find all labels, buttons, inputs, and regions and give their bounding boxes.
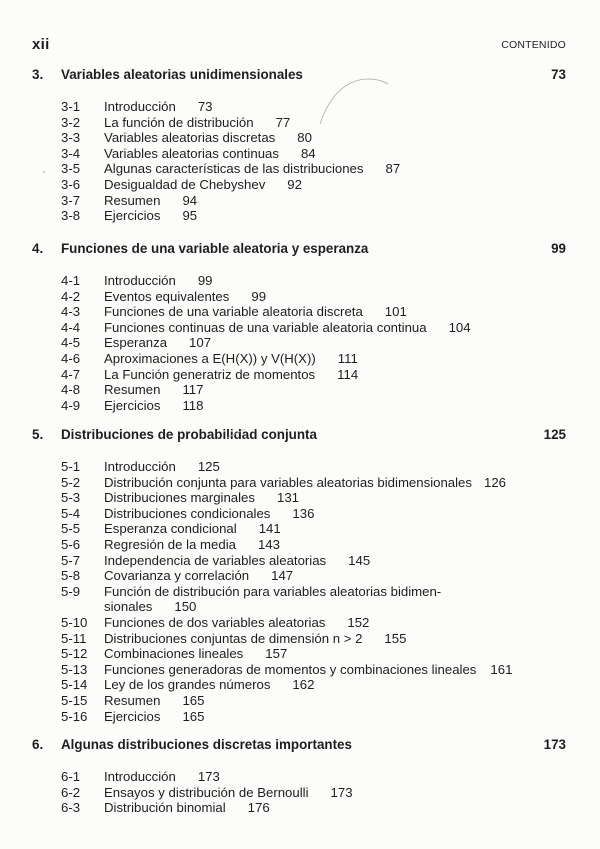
section-list bbox=[61, 769, 581, 816]
section-page: 152 bbox=[347, 614, 370, 630]
section-title: Funciones de dos variables aleatorias bbox=[104, 614, 326, 630]
section-item bbox=[61, 146, 581, 162]
section-list bbox=[61, 99, 581, 224]
section-number: 3-3 bbox=[61, 130, 81, 146]
section-number: 3-8 bbox=[61, 208, 81, 224]
section-title: Ejercicios bbox=[104, 708, 161, 724]
section-page: 147 bbox=[271, 568, 294, 584]
chapter-number: 4. bbox=[32, 241, 44, 256]
section-page: 99 bbox=[251, 288, 267, 304]
section-page: 155 bbox=[384, 630, 407, 646]
section-number: 3-4 bbox=[61, 145, 81, 161]
section-title: Resumen bbox=[104, 382, 161, 398]
section-title: Funciones generadoras de momentos y combinaciones lineales bbox=[104, 661, 477, 677]
running-title: CONTENIDO bbox=[501, 39, 566, 51]
section-number: 4-4 bbox=[61, 319, 81, 335]
section-number: 4-2 bbox=[61, 288, 81, 304]
section-number: 5-15 bbox=[61, 692, 88, 708]
section-page: 145 bbox=[348, 552, 371, 568]
chapter-title: Variables aleatorias unidimensionales bbox=[61, 67, 303, 82]
section-page: 104 bbox=[448, 319, 471, 335]
section-title: Introducción bbox=[104, 459, 176, 474]
section-number: 5-13 bbox=[61, 661, 88, 677]
section-title: Ley de los grandes números bbox=[104, 677, 271, 693]
section-number: 5-10 bbox=[61, 614, 88, 630]
section-title: Funciones de una variable aleatoria discreta bbox=[104, 304, 363, 320]
section-item bbox=[61, 785, 581, 801]
chapter-number: 6. bbox=[32, 737, 44, 752]
section-item bbox=[61, 177, 581, 193]
section-number: 5-12 bbox=[61, 646, 88, 662]
section-item bbox=[61, 584, 581, 615]
section-item bbox=[61, 398, 581, 414]
section-number: 5-6 bbox=[61, 536, 81, 552]
section-page: 101 bbox=[384, 304, 407, 320]
section-page: 114 bbox=[337, 366, 359, 382]
section-title: Distribución binomial bbox=[104, 800, 226, 816]
section-title: La Función generatriz de momentos bbox=[104, 366, 316, 382]
section-item bbox=[61, 208, 581, 224]
section-number: 4-6 bbox=[61, 350, 81, 366]
section-title: Distribuciones marginales bbox=[104, 490, 255, 506]
section-item bbox=[61, 115, 581, 131]
section-number: 3-5 bbox=[61, 161, 81, 177]
section-list bbox=[61, 273, 581, 413]
section-number: 5-2 bbox=[61, 474, 81, 490]
section-item bbox=[61, 382, 581, 398]
chapter-heading bbox=[32, 736, 566, 754]
section-list bbox=[61, 459, 581, 724]
section-page: 136 bbox=[292, 505, 315, 521]
chapter-title: Algunas distribuciones discretas importantes bbox=[61, 737, 352, 752]
section-item bbox=[61, 693, 581, 709]
section-number: 6-1 bbox=[61, 769, 81, 784]
section-title: Distribuciones conjuntas de dimensión n > 2 bbox=[104, 630, 363, 646]
section-number: 6-2 bbox=[61, 784, 81, 800]
section-page: 165 bbox=[182, 708, 205, 724]
section-number: 3-1 bbox=[61, 99, 81, 114]
section-page: 176 bbox=[247, 800, 270, 816]
section-title: Variables aleatorias discretas bbox=[104, 130, 276, 146]
section-number: 3-6 bbox=[61, 176, 81, 192]
section-page: 95 bbox=[182, 208, 198, 224]
section-page: 143 bbox=[257, 536, 280, 552]
section-item bbox=[61, 537, 581, 553]
section-number: 5-3 bbox=[61, 490, 81, 506]
chapter-title: Funciones de una variable aleatoria y esperanza bbox=[61, 241, 369, 256]
section-title: Combinaciones lineales bbox=[104, 646, 244, 662]
section-title: Introducción bbox=[104, 273, 176, 288]
section-title: Introducción bbox=[104, 99, 176, 114]
section-item bbox=[61, 568, 581, 584]
section-number: 4-3 bbox=[61, 304, 81, 320]
section-item bbox=[61, 304, 581, 320]
section-number: 5-9 bbox=[61, 583, 81, 599]
chapter-heading bbox=[32, 66, 566, 84]
section-title: Resumen bbox=[104, 692, 161, 708]
section-title: Aproximaciones a E(H(X)) y V(H(X)) bbox=[104, 350, 316, 366]
section-title: Resumen bbox=[104, 192, 161, 208]
section-item bbox=[61, 631, 581, 647]
section-number: 6-3 bbox=[61, 800, 81, 816]
section-number: 5-11 bbox=[61, 630, 87, 646]
section-item bbox=[61, 800, 581, 816]
section-number: 3-2 bbox=[61, 114, 81, 130]
section-number: 5-4 bbox=[61, 505, 81, 521]
chapter-page: 73 bbox=[551, 67, 566, 82]
section-number: 4-1 bbox=[61, 273, 81, 288]
section-item bbox=[61, 367, 581, 383]
section-item bbox=[61, 646, 581, 662]
section-title: Distribución conjunta para variables aleatorias bidimensionales bbox=[104, 474, 472, 490]
section-item bbox=[61, 506, 581, 522]
section-page: 131 bbox=[277, 490, 300, 506]
chapter-number: 5. bbox=[32, 427, 44, 442]
section-item bbox=[61, 335, 581, 351]
section-page: 99 bbox=[197, 273, 213, 288]
section-item bbox=[61, 475, 581, 491]
section-page: 173 bbox=[330, 784, 353, 800]
section-item bbox=[61, 709, 581, 725]
chapter-page: 125 bbox=[543, 427, 566, 442]
section-item bbox=[61, 320, 581, 336]
section-page: 107 bbox=[189, 335, 212, 351]
section-item bbox=[61, 615, 581, 631]
section-page: 111 bbox=[337, 350, 358, 366]
section-title: Variables aleatorias continuas bbox=[104, 145, 279, 161]
section-title: La función de distribución bbox=[104, 114, 254, 130]
section-page: 165 bbox=[182, 692, 205, 708]
section-page: 80 bbox=[297, 130, 312, 146]
section-number: 4-8 bbox=[61, 382, 81, 398]
section-number: 5-7 bbox=[61, 552, 81, 568]
section-item bbox=[61, 273, 581, 289]
page-number: xii bbox=[32, 36, 50, 53]
section-item bbox=[61, 130, 581, 146]
section-item bbox=[61, 351, 581, 367]
section-item bbox=[61, 521, 581, 537]
section-item bbox=[61, 459, 581, 475]
section-title: Esperanza condicional bbox=[104, 521, 237, 537]
section-title: Covarianza y correlación bbox=[104, 568, 250, 584]
section-page: 162 bbox=[292, 677, 315, 693]
section-title: Esperanza bbox=[104, 335, 168, 351]
chapter-page: 99 bbox=[551, 241, 566, 256]
section-number: 4-7 bbox=[61, 366, 81, 382]
section-page: 73 bbox=[197, 99, 213, 114]
section-title: Algunas características de las distribuciones bbox=[104, 161, 364, 177]
section-number: 5-1 bbox=[61, 459, 81, 474]
section-item bbox=[61, 99, 581, 115]
section-item bbox=[61, 490, 581, 506]
section-item bbox=[61, 662, 581, 678]
section-item bbox=[61, 289, 581, 305]
section-number: 5-16 bbox=[61, 708, 88, 724]
section-title: Ensayos y distribución de Bernoulli bbox=[104, 784, 309, 800]
section-number: 5-5 bbox=[61, 521, 81, 537]
section-page: 87 bbox=[385, 161, 401, 177]
section-title: Ejercicios bbox=[104, 208, 161, 224]
section-title: Regresión de la media bbox=[104, 536, 236, 552]
section-item bbox=[61, 161, 581, 177]
section-title: Ejercicios bbox=[104, 397, 161, 413]
section-title: Desigualdad de Chebyshev bbox=[104, 176, 266, 192]
chapter-title: Distribuciones de probabilidad conjunta bbox=[61, 427, 317, 442]
section-page: 157 bbox=[265, 646, 288, 662]
section-page: 141 bbox=[258, 521, 281, 537]
section-title: Independencia de variables aleatorias bbox=[104, 552, 327, 568]
chapter-page: 173 bbox=[543, 737, 566, 752]
section-item bbox=[61, 193, 581, 209]
section-page: 117 bbox=[182, 382, 204, 398]
section-item bbox=[61, 553, 581, 569]
section-number: 5-14 bbox=[61, 677, 88, 693]
section-number: 5-8 bbox=[61, 568, 81, 584]
section-page: 94 bbox=[182, 192, 198, 208]
section-title: Eventos equivalentes bbox=[104, 288, 230, 304]
section-page: 150 bbox=[174, 599, 197, 615]
section-number: 4-9 bbox=[61, 397, 81, 413]
chapter-number: 3. bbox=[32, 67, 44, 82]
section-title: Función de distribución para variables aleatorias bidimen- sionales bbox=[104, 583, 442, 615]
section-page: 118 bbox=[182, 397, 204, 413]
section-page: 161 bbox=[490, 661, 513, 677]
section-page: 125 bbox=[197, 459, 220, 474]
section-number: 4-5 bbox=[61, 335, 81, 351]
section-title: Introducción bbox=[104, 769, 176, 784]
section-number: 3-7 bbox=[61, 192, 81, 208]
chapter-heading bbox=[32, 426, 566, 444]
section-page: 77 bbox=[275, 114, 291, 130]
chapter-heading bbox=[32, 240, 566, 258]
section-item bbox=[61, 769, 581, 785]
section-title: Funciones continuas de una variable aleatoria continua bbox=[104, 319, 427, 335]
section-page: 173 bbox=[197, 769, 220, 784]
section-page: 126 bbox=[484, 474, 507, 490]
section-page: 92 bbox=[287, 176, 302, 192]
section-title: Distribuciones condicionales bbox=[104, 505, 271, 521]
section-page: 84 bbox=[300, 145, 316, 161]
section-item bbox=[61, 677, 581, 693]
